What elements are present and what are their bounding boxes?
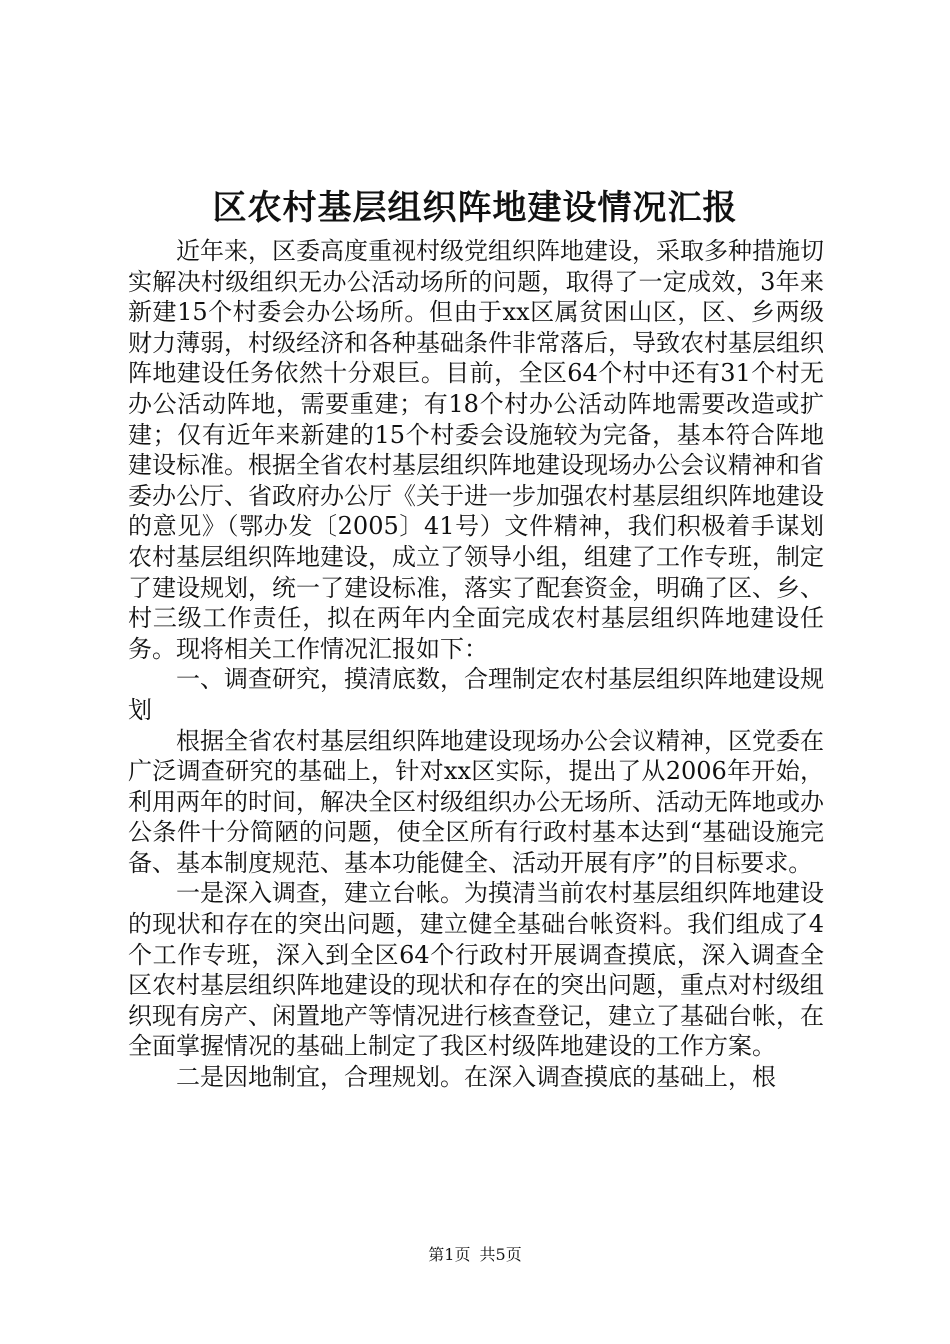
paragraph-intro: 近年来，区委高度重视村级党组织阵地建设，采取多种措施切实解决村级组织无办公活动场所的问题，取得了一定成效，3年来新建15个村委会办公场所。但由于xx区属贫困山区，区、乡两级财力薄弱，村级经济和各种基础条件非常落后，导致农村基层组织阵地建设任务依然十分艰巨。目前，全区64个村中还有31个村无办公活动阵地，需要重建；有18个村办公活动阵地需要改造或扩建；仅有近年来新建的15个村委会设施较为完备，基本符合阵地建设标准。根据全省农村基层组织阵地建设现场办公会议精神和省委办公厅、省政府办公厅《关于进一步加强农村基层组织阵地建设的意见》（鄂办发〔2005〕41号）文件精神，我们积极着手谋划农村基层组织阵地建设，成立了领导小组，组建了工作专班，制定了建设规划，统一了建设标准，落实了配套资金，明确了区、乡、村三级工作责任，拟在两年内全面完成农村基层组织阵地建设任务。现将相关工作情况汇报如下： (128, 237, 824, 663)
document-title: 区农村基层组织阵地建设情况汇报 (212, 188, 738, 228)
page-number: 第1页 (428, 1245, 471, 1264)
document-body (128, 236, 824, 1093)
page-footer (0, 1243, 950, 1267)
paragraph-point-1: 一是深入调查，建立台帐。为摸清当前农村基层组织阵地建设的现状和存在的突出问题，建立健全基础台帐资料。我们组成了4个工作专班，深入到全区64个行政村开展调查摸底，深入调查全区农村基层组织阵地建设的现状和存在的突出问题，重点对村级组织现有房产、闲置地产等情况进行核查登记，建立了基础台帐，在全面掌握情况的基础上制定了我区村级阵地建设的工作方案。 (128, 879, 824, 1061)
page-total: 共5页 (479, 1245, 522, 1264)
section-heading-1: 一、调查研究，摸清底数，合理制定农村基层组织阵地建设规划 (128, 665, 824, 724)
paragraph-point-2: 二是因地制宜，合理规划。在深入调查摸底的基础上，根 (176, 1063, 776, 1092)
paragraph-section-1: 根据全省农村基层组织阵地建设现场办公会议精神，区党委在广泛调查研究的基础上，针对xx区实际，提出了从2006年开始，利用两年的时间，解决全区村级组织办公无场所、活动无阵地或办公条件十分简陋的问题，使全区所有行政村基本达到“基础设施完备、基本制度规范、基本功能健全、活动开展有序”的目标要求。 (128, 726, 824, 877)
